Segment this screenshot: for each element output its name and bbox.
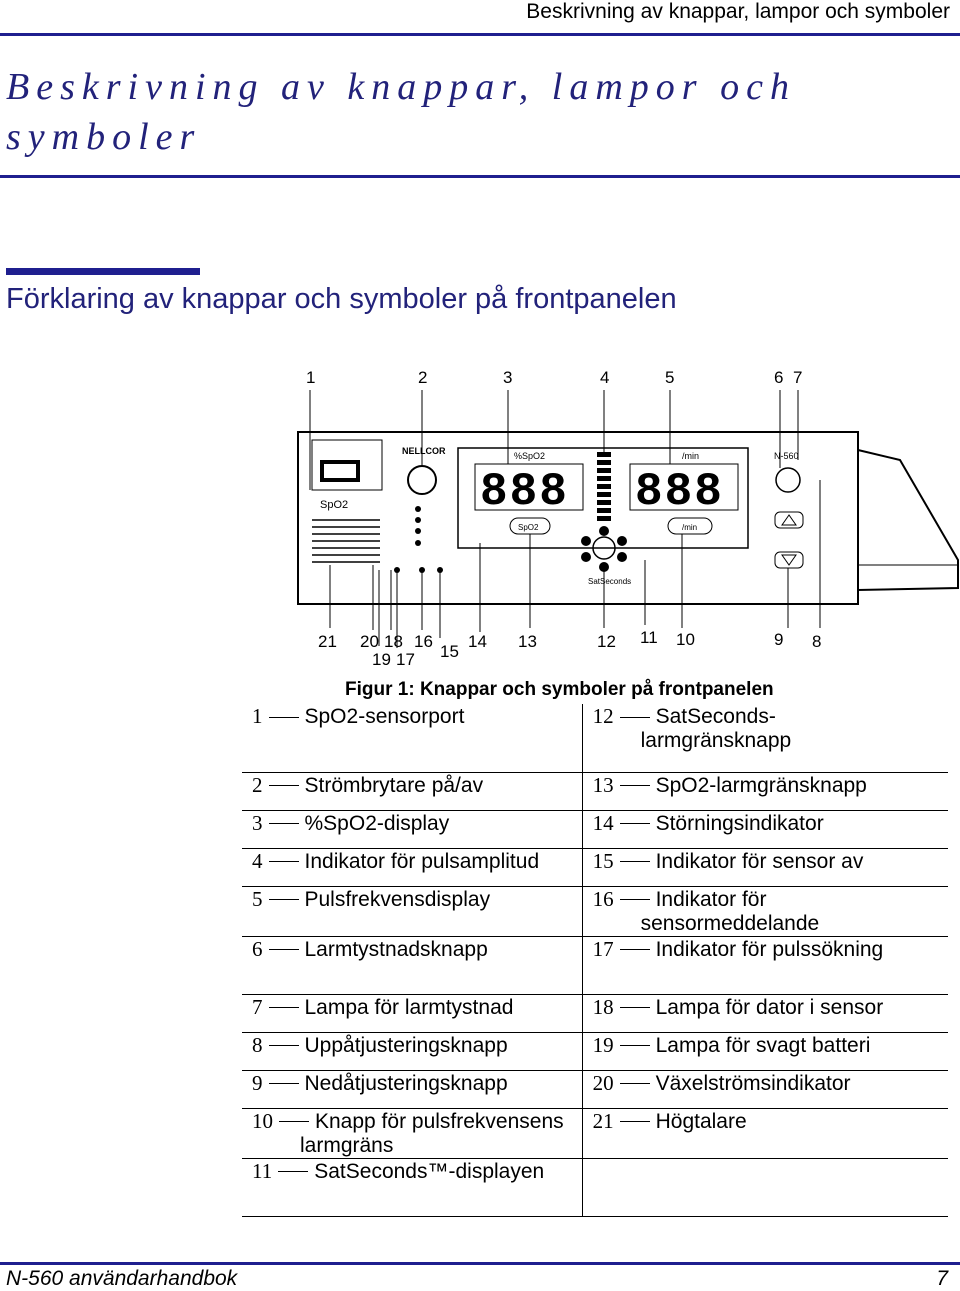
legend-text: %SpO2-display xyxy=(304,811,450,835)
running-header: Beskrivning av knappar, lampor och symboler xyxy=(526,0,950,23)
port-label: SpO2 xyxy=(320,499,349,511)
legend-cell-left xyxy=(242,704,582,772)
legend-text: Larmtystnadsknapp xyxy=(304,937,488,961)
legend-number: 21 xyxy=(592,1108,614,1133)
legend-cell-left xyxy=(242,1032,582,1070)
legend-text: Lampa för larmtystnad xyxy=(304,995,514,1019)
legend-cell-left xyxy=(242,1070,582,1108)
legend-cell-right xyxy=(582,1108,948,1158)
legend-row xyxy=(242,1108,948,1158)
legend-dash xyxy=(620,1045,650,1046)
footer-manual-title: N-560 användarhandbok xyxy=(6,1267,238,1290)
page-number: 7 xyxy=(936,1267,948,1290)
chapter-title-line1: Beskrivning av knappar, lampor och xyxy=(6,66,796,108)
legend-row xyxy=(242,1032,948,1070)
legend-text: SpO2-larmgränsknapp xyxy=(655,773,867,797)
legend-dash xyxy=(620,785,650,786)
legend-number: 10 xyxy=(252,1108,273,1133)
legend-row xyxy=(242,772,948,810)
legend-text: Lampa för svagt batteri xyxy=(655,1033,871,1057)
legend-dash xyxy=(269,823,299,824)
legend-dash xyxy=(279,1121,309,1122)
legend-text-continued: sensormeddelande xyxy=(640,911,820,935)
legend-text: SpO2-sensorport xyxy=(304,705,465,728)
satseconds-label: SatSeconds xyxy=(588,577,632,586)
model-label: N-560 xyxy=(774,451,799,461)
callout-15: 15 xyxy=(440,642,459,661)
legend-cell-right xyxy=(582,1158,948,1216)
legend-text-continued: larmgränsknapp xyxy=(640,729,792,752)
section-bar xyxy=(6,268,200,275)
legend-cell-left xyxy=(242,994,582,1032)
legend-dash xyxy=(269,899,299,900)
spo2-display-label: %SpO2 xyxy=(514,451,546,461)
legend-dash xyxy=(620,949,650,950)
legend-number: 11 xyxy=(252,1158,273,1183)
section-title: Förklaring av knappar och symboler på frontpanelen xyxy=(6,283,677,315)
callout-11: 11 xyxy=(640,628,658,647)
pulse-display-label: /min xyxy=(682,451,700,461)
legend-text-continued: larmgräns xyxy=(300,1133,394,1157)
legend-number: 1 xyxy=(252,704,263,728)
callout-13: 13 xyxy=(518,632,537,651)
legend-number: 17 xyxy=(592,936,614,961)
legend-text: SatSeconds- xyxy=(655,705,776,728)
legend-number: 7 xyxy=(252,994,263,1019)
legend-cell-right xyxy=(582,994,948,1032)
legend-number: 12 xyxy=(592,704,614,728)
legend-text: Lampa för dator i sensor xyxy=(655,995,884,1019)
callout-4: 4 xyxy=(600,368,610,387)
legend-text: Störningsindikator xyxy=(655,811,824,835)
legend-number: 18 xyxy=(592,994,614,1019)
legend-dash xyxy=(269,1045,299,1046)
legend-text: Indikator för pulssökning xyxy=(655,937,884,961)
callout-14: 14 xyxy=(468,632,487,651)
legend-cell-left xyxy=(242,848,582,886)
chapter-title-line2: symboler xyxy=(6,116,202,158)
spo2-digits: 888 xyxy=(480,466,569,518)
legend-dash xyxy=(620,1083,650,1084)
front-panel-figure xyxy=(290,360,960,670)
callout-17: 17 xyxy=(396,650,415,669)
callout-20: 20 xyxy=(360,632,379,651)
legend-dash xyxy=(620,1007,650,1008)
legend-dash xyxy=(620,823,650,824)
legend-text: SatSeconds™-displayen xyxy=(314,1159,545,1183)
legend-row xyxy=(242,848,948,886)
legend-dash xyxy=(269,717,299,718)
legend-table xyxy=(242,704,948,1217)
legend-row xyxy=(242,810,948,848)
callout-5: 5 xyxy=(665,368,675,387)
chapter-rule xyxy=(0,175,960,178)
callout-9: 9 xyxy=(774,630,784,649)
legend-cell-right xyxy=(582,704,948,772)
header-rule xyxy=(0,33,960,36)
legend-cell-left xyxy=(242,810,582,848)
legend-number: 3 xyxy=(252,810,263,835)
legend-row xyxy=(242,704,948,772)
legend-number: 4 xyxy=(252,848,263,873)
legend-row xyxy=(242,994,948,1032)
legend-dash xyxy=(620,1121,650,1122)
brand-label: NELLCOR xyxy=(402,446,446,456)
legend-number: 2 xyxy=(252,772,263,797)
legend-text: Nedåtjusteringsknapp xyxy=(304,1071,508,1095)
legend-dash xyxy=(278,1171,308,1172)
legend-text: Indikator för pulsamplitud xyxy=(304,849,540,873)
callout-19: 19 xyxy=(372,650,391,669)
legend-text: Pulsfrekvensdisplay xyxy=(304,887,491,911)
legend-text: Knapp för pulsfrekvensens xyxy=(315,1109,564,1133)
callout-8: 8 xyxy=(812,632,822,651)
legend-number: 6 xyxy=(252,936,263,961)
legend-cell-right xyxy=(582,848,948,886)
legend-cell-right xyxy=(582,810,948,848)
legend-number: 13 xyxy=(592,772,614,797)
legend-cell-left xyxy=(242,1108,582,1158)
legend-dash xyxy=(269,1007,299,1008)
legend-cell-left xyxy=(242,772,582,810)
legend-dash xyxy=(269,949,299,950)
legend-number: 16 xyxy=(592,886,614,911)
legend-text: Indikator för xyxy=(655,887,767,911)
callout-18: 18 xyxy=(384,632,403,651)
legend-cell-right xyxy=(582,1070,948,1108)
legend-cell-right xyxy=(582,936,948,994)
legend-row xyxy=(242,936,948,994)
figure-caption: Figur 1: Knappar och symboler på frontpanelen xyxy=(345,679,774,700)
callout-6: 6 xyxy=(774,368,784,387)
callout-3: 3 xyxy=(503,368,513,387)
legend-text: Indikator för sensor av xyxy=(655,849,864,873)
legend-cell-right xyxy=(582,886,948,936)
legend-row xyxy=(242,1070,948,1108)
legend-number: 9 xyxy=(252,1070,263,1095)
legend-cell-right xyxy=(582,1032,948,1070)
legend-text: Strömbrytare på/av xyxy=(304,773,484,797)
legend-text: Uppåtjusteringsknapp xyxy=(304,1033,508,1057)
callout-10: 10 xyxy=(676,630,695,649)
legend-row xyxy=(242,1158,948,1216)
spo2-button-label: SpO2 xyxy=(518,523,539,532)
legend-dash xyxy=(269,861,299,862)
legend-dash xyxy=(620,717,650,718)
callout-2: 2 xyxy=(418,368,428,387)
legend-cell-left xyxy=(242,936,582,994)
legend-dash xyxy=(269,785,299,786)
legend-text: Växelströmsindikator xyxy=(655,1071,851,1095)
legend-cell-left xyxy=(242,1158,582,1216)
device-drawing xyxy=(290,360,960,670)
chapter-title xyxy=(6,62,906,162)
callout-21: 21 xyxy=(318,632,337,651)
legend-number: 15 xyxy=(592,848,614,873)
legend-number: 5 xyxy=(252,886,263,911)
callout-12: 12 xyxy=(597,632,616,651)
legend-cell-right xyxy=(582,772,948,810)
legend-number: 8 xyxy=(252,1032,263,1057)
legend-text: Högtalare xyxy=(655,1109,747,1133)
callout-7: 7 xyxy=(793,368,803,387)
callout-16: 16 xyxy=(414,632,433,651)
legend-dash xyxy=(620,861,650,862)
pulse-button-label: /min xyxy=(682,523,698,532)
legend-number: 14 xyxy=(592,810,614,835)
legend-row xyxy=(242,886,948,936)
legend-number: 20 xyxy=(592,1070,614,1095)
legend-dash xyxy=(620,899,650,900)
callout-1: 1 xyxy=(306,368,316,387)
footer-rule xyxy=(0,1262,960,1265)
legend-dash xyxy=(269,1083,299,1084)
legend-cell-left xyxy=(242,886,582,936)
legend-number: 19 xyxy=(592,1032,614,1057)
pulse-digits: 888 xyxy=(635,466,724,518)
